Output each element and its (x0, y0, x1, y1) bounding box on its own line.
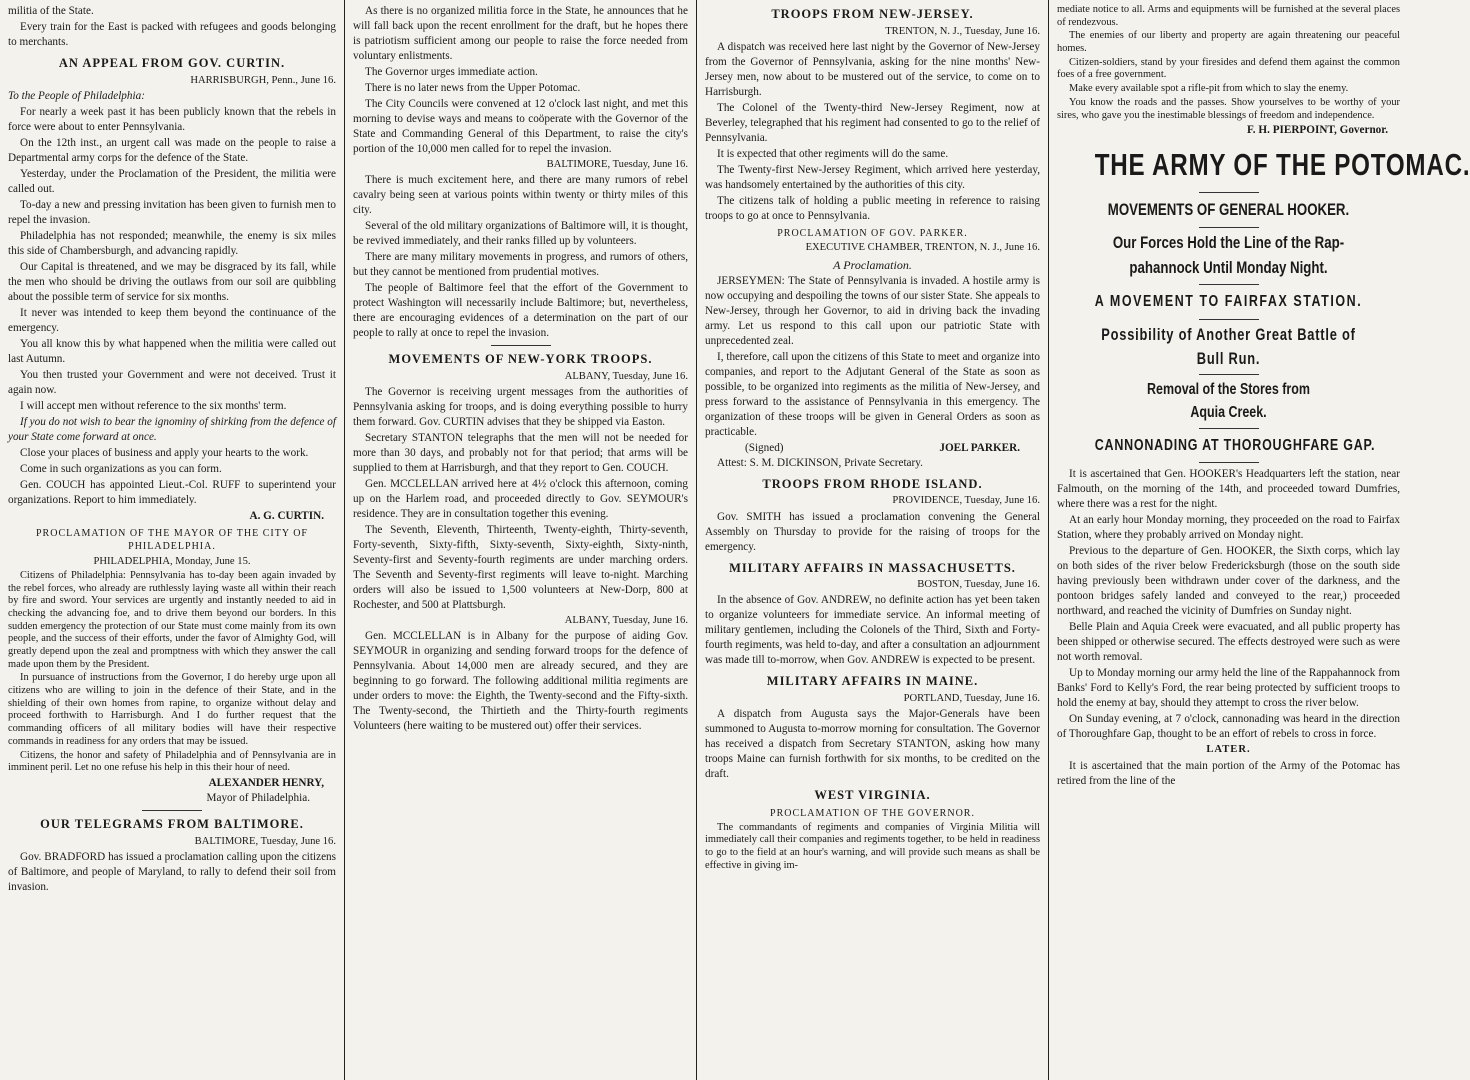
paragraph: At an early hour Monday morning, they proceeded on the road to Fairfax Station, where they probably arrived on Monday night. (1057, 514, 1400, 542)
paragraph: Previous to the departure of Gen. HOOKER, the Sixth corps, which lay on both sides of the river below Fredericksburgh (those on the south side having previously been withdrawn under cover of the darkness, and the pontoon bridges safely landed and conveyed to the rear,) proceeded northward, and reached the vicinity of Dumfries on Sunday night. (1057, 545, 1400, 618)
dateline: BALTIMORE, Tuesday, June 16. (194, 835, 336, 847)
signature-henry: ALEXANDER HENRY, (208, 776, 324, 789)
paragraph: For nearly a week past it has been publicly known that the rebels in force were about to enter Pennsylvania. (8, 105, 336, 133)
subhead-proclamation: A Proclamation. (833, 257, 912, 272)
divider-rule (1199, 428, 1259, 429)
paragraph: Up to Monday morning our army held the line of the Rappahannock from Banks' Ford to Kelly's Ford, the rear being protected by sufficient troops to hold the enemy at bay, should they attempt to cross the river below. (1057, 667, 1400, 710)
paragraph: Citizen-soldiers, stand by your firesides and defend them against the common foes of a free government. (1057, 56, 1400, 81)
paragraph: mediate notice to all. Arms and equipments will be furnished at the several places of rendezvous. (1057, 4, 1400, 28)
paragraph: Yesterday, under the Proclamation of the President, the militia were called out. (8, 167, 336, 195)
headline-army-potomac: THE ARMY OF THE POTOMAC. (1094, 147, 1470, 183)
signature-parker: JOEL PARKER. (939, 441, 1020, 454)
headline-appeal: AN APPEAL FROM GOV. CURTIN. (58, 56, 286, 70)
headline-bull-run-line-1: Possibility of Another Great Battle of (1101, 325, 1356, 344)
subhead-later: LATER. (1206, 744, 1251, 756)
paragraph: The Colonel of the Twenty-third New-Jersey Regiment, now at Beverley, telegraphed that his regiment had consented to go to the relief of Pennsylvania. (705, 101, 1040, 144)
dateline: PROVIDENCE, Tuesday, June 16. (892, 495, 1040, 507)
paragraph: If you do not wish to bear the ignominy of shirking from the defence of your State come forward at once. (8, 415, 336, 443)
dateline: TRENTON, N. J., Tuesday, June 16. (885, 25, 1040, 37)
paragraph: The people of Baltimore feel that the effort of the Government to protect Washington will necessarily include Baltimore; but, nevertheless, there are encouraging evidences of a determination on the part of our people to rally at once to repel the invasion. (353, 282, 688, 340)
paragraph: The commandants of regiments and companies of Virginia Militia will immediately call their companies and regiments together, to be held in readiness to go to the field at an hour's warning, and will provide such means as shall be effective in giving im- (705, 821, 1040, 871)
paragraph: There is no later news from the Upper Potomac. (365, 82, 581, 94)
headline-parker-proclamation: PROCLAMATION OF GOV. PARKER. (777, 227, 968, 239)
divider-rule (1199, 284, 1259, 285)
paragraph: The Governor is receiving urgent messages from the authorities of Pennsylvania asking for troops, and is doing everything possible to hurry them forward. Gov. CURTIN advises that they be shipped via Easton. (353, 386, 688, 429)
signature-line (705, 441, 1040, 456)
paragraph: To-day a new and pressing invitation has been given to furnish men to repel the invasion. (8, 198, 336, 226)
paragraph: You then trusted your Government and were not deceived. Trust it again now. (8, 368, 336, 396)
paragraph: Our Capital is threatened, and we may be disgraced by its fall, while the men who should be driving the outlaws from our soil are quibbling about the possible term of service for six months. (8, 260, 336, 303)
paragraph: Come in such organizations as you can form. (20, 462, 222, 475)
headline-ri-troops: TROOPS FROM RHODE ISLAND. (762, 476, 983, 491)
paragraph: Every train for the East is packed with refugees and goods belonging to merchants. (8, 21, 336, 48)
paragraph: A dispatch from Augusta says the Major-Generals have been summoned to Augusta to-morrow morning for consultation. The Governor has received a dispatch from Secretary STANTON, asking how many troops Maine can furnish forthwith for six months, to be credited on the draft. (705, 708, 1040, 781)
subhead-governor-proclamation: PROCLAMATION OF THE GOVERNOR. (770, 808, 975, 820)
paragraph: The Twenty-first New-Jersey Regiment, which arrived here yesterday, was handsomely entertained by the authorities of this city. (705, 163, 1040, 191)
headline-ny-troops: MOVEMENTS OF NEW-YORK TROOPS. (388, 352, 653, 367)
paragraph: There is much excitement here, and there are many rumors of rebel cavalry being seen at various points within twenty or thirty miles of this city. (353, 174, 688, 217)
paragraph: Citizens, the honor and safety of Philadelphia and of Pennsylvania are in imminent peril. Let no one refuse his help in this their hour of need. (8, 749, 336, 774)
paragraph: JERSEYMEN: The State of Pennsylvania is invaded. A hostile army is now occupying and despoiling the towns of our sister State. She appeals to New-Jersey, through her Governor, to aid in driving back the invading army. Let us respond to this call upon our patriotic State with unprecedented zeal. (705, 274, 1040, 347)
column-3 (697, 0, 1049, 1080)
headline-fairfax: A MOVEMENT TO FAIRFAX STATION. (1094, 293, 1363, 311)
signed-label: (Signed) (745, 441, 784, 454)
signature-henry-title: Mayor of Philadelphia. (206, 791, 310, 804)
salutation: To the People of Philadelphia: (8, 89, 145, 102)
signature-pierpoint: F. H. PIERPOINT, Governor. (1247, 124, 1388, 137)
headline-hooker: MOVEMENTS OF GENERAL HOOKER. (1107, 199, 1350, 219)
column-2 (345, 0, 697, 1080)
dateline: ALBANY, Tuesday, June 16. (564, 370, 688, 382)
paragraph: I, therefore, call upon the citizens of this State to meet and organize into companies, and report to the Adjutant General of the State as soon as possible, to be organized into regiments as the militia of New-Jersey, and press forward to the assistance of Pennsylvania in this emergency. The organization of these troops will be given in General Orders as soon as practicable. (705, 350, 1040, 438)
paragraph: Gen. MCCLELLAN is in Albany for the purpose of aiding Gov. SEYMOUR in organizing and sending forward troops for the defence of Pennsylvania. About 14,000 men are already secured, and they are beginning to go forward. The following additional militia regiments are under orders to move: the Eighth, the Twenty-second and the Fifty-sixth. The Twenty-second, the Thirtieth and the Thirty-fourth regiments Volunteers (here waiting to be mustered out) offer their services. (353, 630, 688, 733)
paragraph: Close your places of business and apply your hearts to the work. (20, 446, 309, 459)
headline-forces-line-1: Our Forces Hold the Line of the Rap- (1112, 233, 1345, 253)
paragraph: It is expected that other regiments will do the same. (717, 147, 949, 160)
dateline: PHILADELPHIA, Monday, June 15. (93, 555, 251, 567)
paragraph: It is ascertained that Gen. HOOKER's Headquarters left the station, near Falmouth, on the morning of the 14th, and proceeded toward Dumfries, where there was a rest for the night. (1057, 468, 1400, 511)
headline-massachusetts: MILITARY AFFAIRS IN MASSACHUSETTS. (729, 560, 1016, 575)
headline-bull-run-line-2: Bull Run. (1196, 349, 1261, 368)
headline-aquia-line-2: Aquia Creek. (1190, 404, 1267, 422)
attest-line: Attest: S. M. DICKINSON, Private Secretary. (717, 456, 923, 469)
headline-mayor-proclamation: PROCLAMATION OF THE MAYOR OF THE CITY OF PHILADELPHIA. (36, 527, 308, 553)
paragraph: On Sunday evening, at 7 o'clock, cannonading was heard in the direction of Thoroughfare Gap, thought to be an effort of rebels to cross in force. (1057, 713, 1400, 741)
divider-rule (491, 345, 551, 346)
paragraph: The City Councils were convened at 12 o'clock last night, and met this morning to devise ways and means to coöperate with the Governor of the State and Commanding General of this Department, to raise the city's portion of the 10,000 men called for to repel the invasion. (353, 98, 688, 155)
dateline: HARRISBURGH, Penn., June 16. (190, 74, 336, 86)
paragraph: You all know this by what happened when the militia were called out last Autumn. (8, 337, 336, 365)
paragraph: Secretary STANTON telegraphs that the men will not be needed for more than 30 days, and probably not for that period; that arms will be supplied to them at Harrisburgh, and that they report to Gen. COUCH. (353, 432, 688, 475)
paragraph: militia of the State. (8, 5, 94, 17)
dateline: BALTIMORE, Tuesday, June 16. (546, 159, 688, 170)
divider-rule (142, 810, 202, 811)
paragraph: Several of the old military organizations of Baltimore will, it is thought, be revived immediately, and their ranks filled up by volunteers. (353, 220, 688, 248)
paragraph: As there is no organized militia force in the State, he announces that he will fall back upon the recent enrollment for the draft, but he hopes there is patriotism sufficient among our people to raise the force needed from voluntary enlistments. (353, 5, 688, 62)
paragraph: Make every available spot a rifle-pit from which to slay the enemy. (1069, 83, 1349, 95)
paragraph: Belle Plain and Aquia Creek were evacuated, and all public property has been shipped or otherwise secured. The effects destroyed were such as were not worth removal. (1057, 621, 1400, 664)
paragraph: Gov. SMITH has issued a proclamation convening the General Assembly on Thursday to provide for the raising of troops for the emergency. (705, 510, 1040, 553)
dateline: EXECUTIVE CHAMBER, TRENTON, N. J., June 16. (805, 242, 1040, 254)
paragraph: The citizens talk of holding a public meeting in reference to raising troops to go at once to Pennsylvania. (705, 194, 1040, 222)
paragraph: The Seventh, Eleventh, Thirteenth, Twenty-eighth, Thirty-seventh, Forty-seventh, Sixty-fifth, Sixty-seventh, Sixty-eighth, Sixty-ninth, Seventy-first and Seventy-fourth regiments are under marching orders. The Seventh and Seventy-first regiments will leave to-night. Marching orders will also be issued to 1,500 volunteers at New-Dorp, 800 at Rochester, and 500 at Plattsburgh. (353, 524, 688, 612)
divider-rule (1199, 227, 1259, 228)
paragraph: A dispatch was received here last night by the Governor of New-Jersey from the Governor of Pennsylvania, asking for the nine months' New-Jersey men, now about to be mustered out of the service, to come on to Harrisburgh. (705, 40, 1040, 98)
dateline: PORTLAND, Tuesday, June 16. (903, 693, 1040, 705)
headline-thoroughfare: CANNONADING AT THOROUGHFARE GAP. (1094, 436, 1376, 454)
headline-aquia-line-1: Removal of the Stores from (1147, 381, 1310, 399)
divider-rule (1199, 462, 1259, 463)
paragraph: Gen. MCCLELLAN arrived here at 4½ o'clock this afternoon, coming up on the Harlem road, and proceeded directly to Gov. SEYMOUR's residence. They are in consultation together this evening. (353, 478, 688, 521)
paragraph: Gov. BRADFORD has issued a proclamation calling upon the citizens of Baltimore, and people of Maryland, to rally to defend their soil from invasion. (8, 850, 336, 893)
paragraph: On the 12th inst., an urgent call was made on the people to raise a Departmental army corps for the defence of the State. (8, 136, 336, 164)
column-1 (0, 0, 345, 1080)
column-4 (1049, 0, 1470, 1080)
headline-forces-line-2: pahannock Until Monday Night. (1129, 258, 1328, 278)
headline-telegrams: OUR TELEGRAMS FROM BALTIMORE. (40, 816, 304, 831)
paragraph: Citizens of Philadelphia: Pennsylvania has to-day been again invaded by the rebel forces, who already are ruthlessly laying waste all within their reach by fire and sword. Your services are urgently and instantly needed to aid in checking the advancing foe, and to drive them beyond our borders. In this sudden emergency the protection of our State must come mainly from its own people, and the success of their efforts, under the favor of Almighty God, will greatly depend upon the zeal and promptness with which they answer the call made upon them by the President. (8, 569, 336, 670)
divider-rule (1199, 319, 1259, 320)
paragraph: The Governor urges immediate action. (365, 66, 538, 78)
headline-nj-troops: TROOPS FROM NEW-JERSEY. (771, 7, 974, 21)
paragraph: Philadelphia has not responded; meanwhile, the enemy is six miles this side of Chambersburgh, and advancing rapidly. (8, 229, 336, 257)
headline-maine: MILITARY AFFAIRS IN MAINE. (766, 674, 979, 689)
divider-rule (1199, 192, 1259, 193)
dateline: ALBANY, Tuesday, June 16. (564, 615, 688, 627)
headline-west-virginia: WEST VIRGINIA. (814, 788, 931, 803)
paragraph: In pursuance of instructions from the Governor, I do hereby urge upon all citizens who are willing to join in the defence of their State, and in the shielding of their own homes from rapine, to organize without delay and proceed forthwith to Harrisburgh. And I do further request that the commanding officers of all military bodies will have their respective commands in readiness for any orders that may be issued. (8, 672, 336, 747)
paragraph: The enemies of our liberty and property are again threatening our peaceful homes. (1057, 30, 1400, 55)
paragraph: I will accept men without reference to the six months' term. (20, 399, 287, 412)
paragraph: It never was intended to keep them beyond the continuance of the emergency. (8, 306, 336, 334)
dateline: BOSTON, Tuesday, June 16. (917, 579, 1040, 591)
paragraph: In the absence of Gov. ANDREW, no definite action has yet been taken to organize volunteers for immediate service. An informal meeting of military gentlemen, including the Colonels of the Third, Sixth and Forty-fourth regiments, was held to-day, and after a consultation an adjournment was made till to-morrow, when Gov. ANDREW is expected to be present. (705, 594, 1040, 667)
paragraph: There are many military movements in progress, and rumors of others, but they cannot be mentioned from prudential motives. (353, 251, 688, 279)
divider-rule (1199, 374, 1259, 375)
paragraph: It is ascertained that the main portion of the Army of the Potomac has retired from the line of the (1057, 759, 1400, 787)
paragraph: Gen. COUCH has appointed Lieut.-Col. RUFF to superintend your organizations. Report to him immediately. (8, 478, 336, 506)
paragraph: You know the roads and the passes. Show yourselves to be worthy of your sires, who gave you the inestimable blessings of freedom and independence. (1057, 96, 1400, 121)
signature-curtin: A. G. CURTIN. (249, 509, 324, 522)
